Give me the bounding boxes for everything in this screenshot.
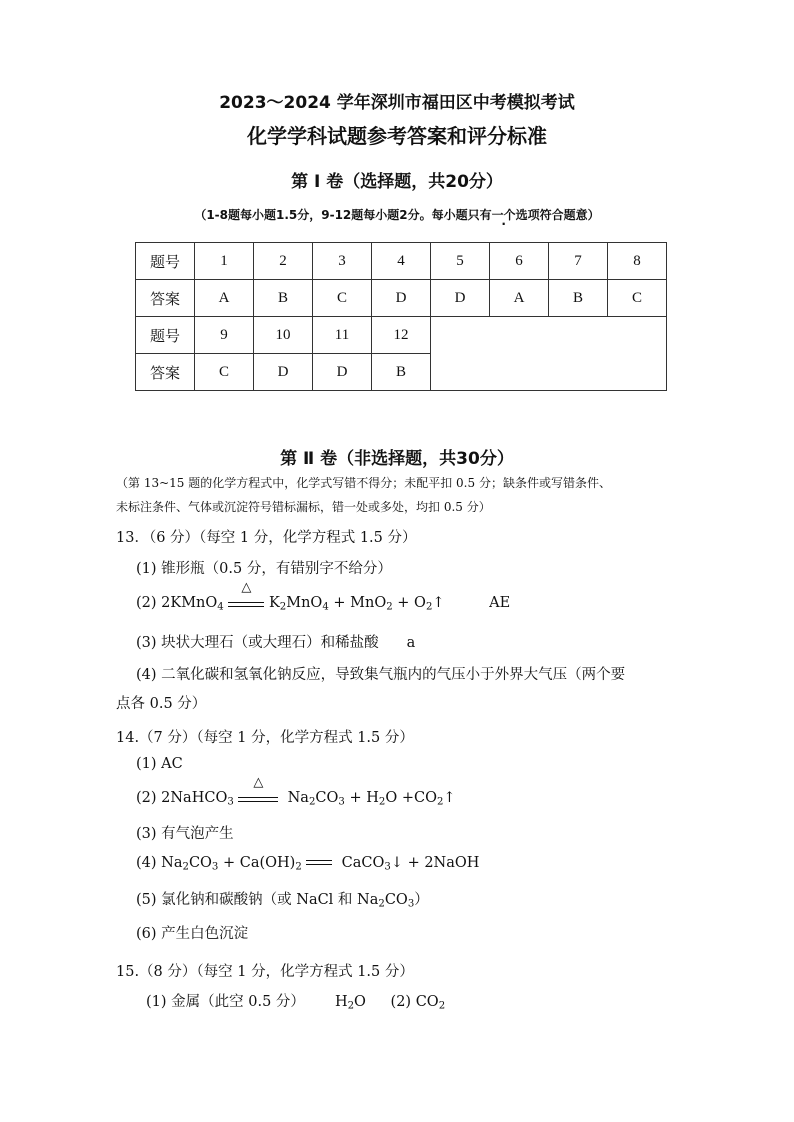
part2-note-line1: （第 13~15 题的化学方程式中，化学式写错不得分；未配平扣 0.5 分；缺条件或写错条件、 [116, 476, 611, 490]
table-cell: D [254, 354, 313, 391]
table-cell: D [431, 280, 490, 317]
table-cell: C [195, 354, 254, 391]
exam-subtitle: 化学学科试题参考答案和评分标准 [247, 124, 547, 148]
table-cell: A [195, 280, 254, 317]
heating-condition-sign: △ [228, 594, 264, 612]
q15-answer-1: (1) 金属（此空 0.5 分） $H_2O$ (2) $CO_2$ [146, 994, 446, 1012]
table-cell: 9 [195, 317, 254, 354]
row-label: 题号 [136, 317, 195, 354]
table-cell: B [549, 280, 608, 317]
table-cell: 4 [372, 243, 431, 280]
q14-answer-1: (1) AC [136, 756, 183, 772]
q14-heading: 14.（7 分）（每空 1 分，化学方程式 1.5 分） [116, 730, 414, 746]
table-cell: 1 [195, 243, 254, 280]
q14-answer-4: (4) $Na_2CO_3 + Ca(OH)_2$ CaCO$_3$↓ + 2NaOH [136, 855, 480, 873]
table-cell: A [490, 280, 549, 317]
q13-answer-3: (3) 块状大理石（或大理石）和稀盐酸 a [136, 635, 416, 651]
table-cell: 6 [490, 243, 549, 280]
part1-note: （1-8题每小题1.5分，9-12题每小题2分。每小题只有一个选项符合题意） [194, 208, 600, 222]
q13-heading: 13．（6 分）（每空 1 分，化学方程式 1.5 分） [116, 530, 417, 546]
part2-heading: 第 Ⅱ 卷（非选择题，共30分） [280, 449, 514, 469]
exam-title: 2023～2024 学年深圳市福田区中考模拟考试 [219, 93, 575, 113]
q15-heading: 15.（8 分）（每空 1 分，化学方程式 1.5 分） [116, 964, 414, 980]
row-label: 题号 [136, 243, 195, 280]
table-row [136, 243, 667, 280]
table-row [136, 280, 667, 317]
answer-table [135, 242, 667, 391]
table-cell: D [313, 354, 372, 391]
table-row [136, 317, 667, 354]
table-cell: 8 [608, 243, 667, 280]
equals-sign [306, 857, 332, 869]
table-cell: 5 [431, 243, 490, 280]
part1-heading: 第 Ⅰ 卷（选择题，共20分） [291, 172, 503, 192]
table-cell: C [608, 280, 667, 317]
part2-note-line2: 未标注条件、气体或沉淀符号错标漏标，错一处或多处，均扣 0.5 分） [116, 500, 491, 514]
q13-answer-2-option: AE [489, 595, 511, 611]
row-label: 答案 [136, 354, 195, 391]
row-label: 答案 [136, 280, 195, 317]
q14-answer-2: (2) 2NaHCO$_3$ △ $Na_2CO_3 + H_2O$ $+CO_2↑$ [136, 775, 456, 808]
table-cell: 12 [372, 317, 431, 354]
q13-answer-4-line1: (4) 二氧化碳和氢氧化钠反应，导致集气瓶内的气压小于外界大气压（两个要 [136, 667, 626, 683]
heating-condition-sign: △ [238, 789, 278, 807]
q13-answer-4-line2: 点各 0.5 分） [116, 696, 207, 712]
table-cell: B [372, 354, 431, 391]
q14-answer-5: (5) 氯化钠和碳酸钠（或 NaCl 和 $Na_2CO_3$） [136, 892, 429, 910]
q14-answer-3: (3) 有气泡产生 [136, 826, 234, 842]
table-cell: 10 [254, 317, 313, 354]
table-cell: C [313, 280, 372, 317]
table-cell: 7 [549, 243, 608, 280]
q13-answer-2: (2) 2KMnO$_4$ △ $K_2MnO_4 + MnO_2$ + $O_2↑$ AE [136, 580, 511, 613]
table-cell: 2 [254, 243, 313, 280]
table-cell: B [254, 280, 313, 317]
table-cell: 3 [313, 243, 372, 280]
q13-answer-1: (1) 锥形瓶（0.5 分，有错别字不给分） [136, 561, 392, 577]
empty-cell [431, 317, 667, 391]
table-cell: D [372, 280, 431, 317]
q14-answer-6: (6) 产生白色沉淀 [136, 926, 249, 942]
table-cell: 11 [313, 317, 372, 354]
